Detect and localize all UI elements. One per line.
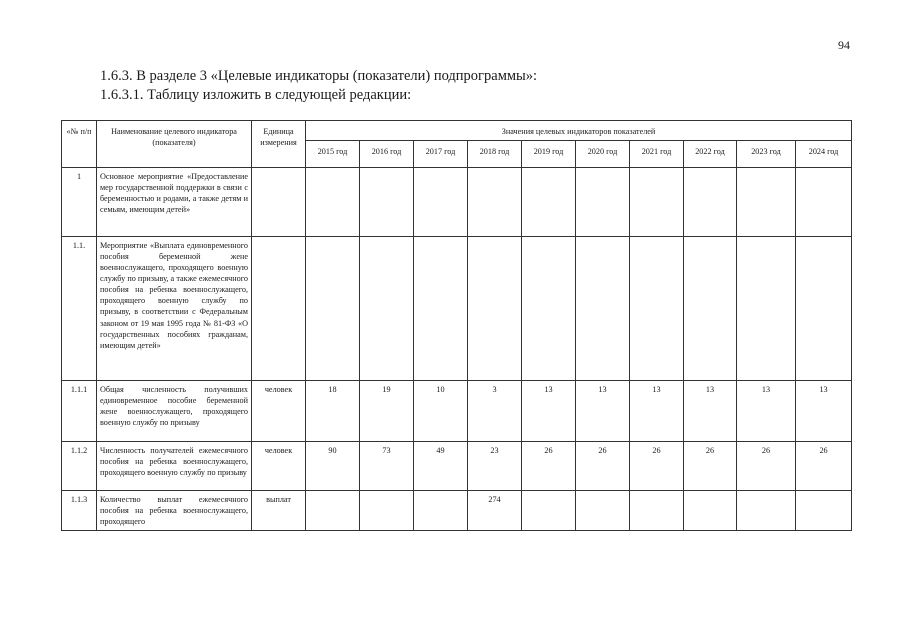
value-cell	[576, 237, 630, 381]
value-cell	[684, 237, 737, 381]
header-name: Наименование целевого индикатора (показателя)	[97, 121, 252, 168]
header-num: «№ п/п	[62, 121, 97, 168]
table-row	[62, 168, 852, 237]
value-cell	[737, 168, 796, 237]
unit-cell	[252, 168, 306, 237]
value-cell: 274	[468, 491, 522, 531]
value-cell	[414, 491, 468, 531]
row-number: 1.1.	[62, 237, 97, 381]
value-cell	[684, 168, 737, 237]
year-header: 2018 год	[468, 141, 522, 168]
value-cell	[796, 237, 852, 381]
header-values: Значения целевых индикаторов показателей	[306, 121, 852, 141]
value-cell	[796, 491, 852, 531]
value-cell	[630, 491, 684, 531]
section-heading: 1.6.3. В разделе 3 «Целевые индикаторы (показатели) подпрограммы»:	[100, 68, 538, 84]
value-cell	[360, 491, 414, 531]
value-cell	[576, 491, 630, 531]
value-cell: 26	[796, 442, 852, 491]
indicators-table	[61, 120, 852, 531]
value-cell: 49	[414, 442, 468, 491]
value-cell: 26	[576, 442, 630, 491]
year-header: 2019 год	[522, 141, 576, 168]
year-header: 2024 год	[796, 141, 852, 168]
value-cell	[522, 491, 576, 531]
header-unit: Единица измерения	[252, 121, 306, 168]
year-header: 2021 год	[630, 141, 684, 168]
value-cell	[630, 237, 684, 381]
value-cell: 13	[630, 381, 684, 442]
value-cell: 19	[360, 381, 414, 442]
year-header: 2015 год	[306, 141, 360, 168]
value-cell	[360, 168, 414, 237]
value-cell	[630, 168, 684, 237]
value-cell	[737, 491, 796, 531]
value-cell	[468, 237, 522, 381]
unit-cell: человек	[252, 442, 306, 491]
row-number: 1.1.1	[62, 381, 97, 442]
value-cell: 26	[522, 442, 576, 491]
table-row	[62, 491, 852, 531]
value-cell	[414, 168, 468, 237]
value-cell	[306, 237, 360, 381]
value-cell	[468, 168, 522, 237]
value-cell	[737, 237, 796, 381]
value-cell: 90	[306, 442, 360, 491]
value-cell: 10	[414, 381, 468, 442]
indicator-name: Мероприятие «Выплата единовременного пособия беременной жене военнослужащего, проходящего военную службу по призыву, а также ежемесячного пособия на ребенка военнослужащего, проходящего военную службу по призыву, в соответствии с Федеральным законом от 19 мая 1995 года № 81-ФЗ «О государственных пособиях гражданам, имеющим детей»	[97, 237, 252, 381]
value-cell	[306, 168, 360, 237]
indicator-name: Количество выплат ежемесячного пособия на ребенка военнослужащего, проходящего	[97, 491, 252, 531]
value-cell	[414, 237, 468, 381]
indicator-name: Общая численность получивших единовременное пособие беременной жене военнослужащего, проходящего военную службу по призыву	[97, 381, 252, 442]
page-number: 94	[838, 38, 850, 52]
value-cell: 26	[630, 442, 684, 491]
indicator-name: Основное мероприятие «Предоставление мер государственной поддержки в связи с беременностью и родами, а также детям и семьям, имеющим детей»	[97, 168, 252, 237]
subsection-heading: 1.6.3.1. Таблицу изложить в следующей редакции:	[100, 87, 412, 103]
year-header: 2017 год	[414, 141, 468, 168]
table-row	[62, 237, 852, 381]
value-cell: 13	[737, 381, 796, 442]
value-cell: 26	[684, 442, 737, 491]
year-header: 2022 год	[684, 141, 737, 168]
row-number: 1.1.3	[62, 491, 97, 531]
unit-cell	[252, 237, 306, 381]
row-number: 1	[62, 168, 97, 237]
year-header: 2020 год	[576, 141, 630, 168]
value-cell: 23	[468, 442, 522, 491]
unit-cell: выплат	[252, 491, 306, 531]
value-cell	[522, 168, 576, 237]
value-cell: 13	[796, 381, 852, 442]
value-cell: 26	[737, 442, 796, 491]
value-cell: 13	[522, 381, 576, 442]
row-number: 1.1.2	[62, 442, 97, 491]
value-cell	[796, 168, 852, 237]
table-row	[62, 381, 852, 442]
value-cell: 3	[468, 381, 522, 442]
value-cell	[576, 168, 630, 237]
value-cell: 13	[576, 381, 630, 442]
table-row	[62, 442, 852, 491]
year-header: 2016 год	[360, 141, 414, 168]
year-header: 2023 год	[737, 141, 796, 168]
value-cell: 73	[360, 442, 414, 491]
value-cell	[306, 491, 360, 531]
indicator-name: Численность получателей ежемесячного пособия на ребенка военнослужащего, проходящего военную службу по призыву	[97, 442, 252, 491]
value-cell: 18	[306, 381, 360, 442]
value-cell	[522, 237, 576, 381]
header-row	[62, 121, 852, 141]
value-cell	[684, 491, 737, 531]
value-cell: 13	[684, 381, 737, 442]
value-cell	[360, 237, 414, 381]
unit-cell: человек	[252, 381, 306, 442]
